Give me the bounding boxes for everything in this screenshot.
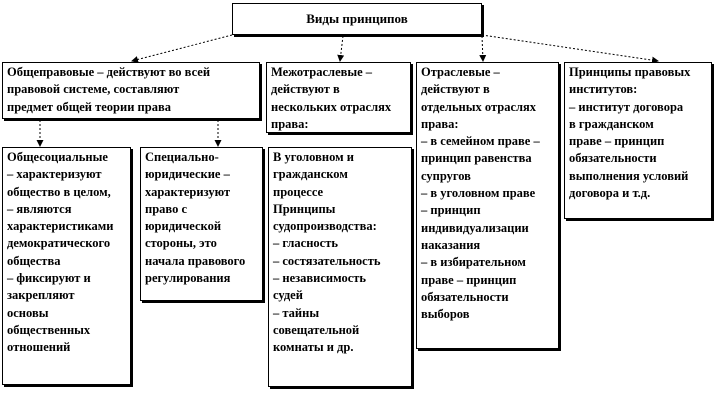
box-legal-institution-principles: Принципы правовых институтов: – институт договора в гражданском праве – принцип обязательности выполнения условий договора и т.д.: [564, 62, 712, 219]
box-general-social-principles: Общесоциальные – характеризуют общество в целом, – являются характеристиками демократического общества – фиксируют и закрепляют основы общественных отношений: [2, 147, 131, 385]
box-interbranch-principles: Межотраслевые – действуют в нескольких отраслях права:: [266, 62, 411, 133]
root-box-principle-types: Виды принципов: [232, 3, 482, 35]
arrow-root-to-general: [132, 35, 232, 61]
arrow-root-to-interbranch: [340, 36, 343, 61]
box-general-legal-principles: Общеправовые – действуют во всей правовой системе, составляют предмет общей теории права: [2, 62, 260, 119]
box-branch-principles: Отраслевые – действуют в отдельных отраслях права: – в семейном праве – принцип равенства супругов – в уголовном праве – принцип индивидуализации наказания – в избирательном праве – принцип обязательности выборов: [416, 62, 559, 349]
box-criminal-civil-procedure-principles: В уголовном и гражданском процессе Принципы судопроизводства: – гласность – состязательность – независимость судей – тайны совещательной комнаты и др.: [268, 147, 412, 387]
arrow-root-to-institutional: [482, 35, 658, 61]
box-special-legal-principles: Специально- юридические – характеризуют право с юридической стороны, это начала правового регулирования: [140, 147, 263, 301]
arrow-root-to-branch: [482, 36, 483, 61]
